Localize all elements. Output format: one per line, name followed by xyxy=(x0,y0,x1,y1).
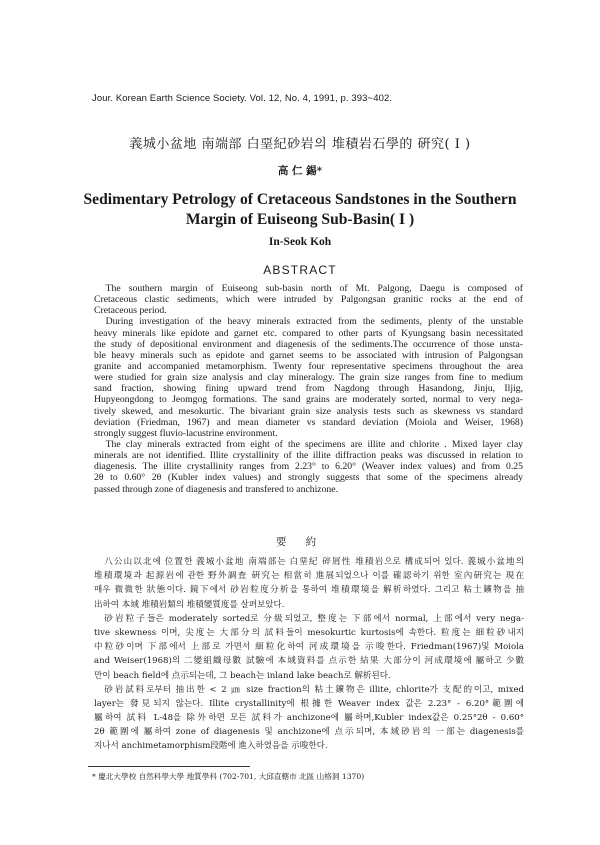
abstract-line: deviation (Friedman, 1967) and mean diameter vs standard deviation (Moiola and Weiser, 1968) xyxy=(94,416,523,428)
korean-author: 高 仁 錫* xyxy=(277,165,323,177)
abstract-line: granite and accompanied metamorphism. Twenty four representative specimens throughout the area xyxy=(94,360,523,372)
abstract-line: were studied for grain size analysis and clay mineralogy. The grain size ranges from fine to medium xyxy=(94,372,523,384)
summary-line: tive skewness 이며, 尖度는 大部分의 試料들이 mesokurtic kurtosis에 속한다. 粒度는 細粒砂내지 xyxy=(94,627,524,638)
summary-heading: 要 約 xyxy=(275,536,325,548)
abstract-line: the study of depositional environment and diagenesis of the sediments.The occurrence of those unsta- xyxy=(94,338,523,350)
abstract-line: Cretaceous clastic sediments, which were intruded by Palgongsan granitic rocks at the end of xyxy=(94,294,523,306)
footnote-divider xyxy=(88,766,250,767)
summary-line: 砂岩試料로부터 抽出한 < 2 ㎛ size fraction의 粘土鑛物은 illite, chlorite가 支配的이고, mixed xyxy=(104,684,524,695)
abstract-line: sand fraction, showing fining upward trend from Nagdong through Hasandong, Jinju, Iljig, xyxy=(94,383,523,395)
abstract-line: minerals are not identified. Illite crystallinity of the illite diffraction peaks was discussed in relation to xyxy=(94,450,523,462)
journal-citation: Jour. Korean Earth Science Society. Vol. 12, No. 4, 1991, p. 393~402. xyxy=(92,93,393,104)
english-author: In-Seok Koh xyxy=(268,236,332,248)
summary-line: 堆積環境과 起源岩에 관한 野外調査 硏究는 相當히 進展되었으나 이를 確認하기 위한 室內硏究는 現在 xyxy=(94,571,524,582)
abstract-line: passed through zone of diagenesis and transfered to anchizone. xyxy=(94,483,338,495)
summary-line: 砂岩粒子들은 moderately sorted로 分級되었고, 整度는 下部에서 normal, 上部에서 very nega- xyxy=(104,613,524,624)
summary-line: 2θ 範圍에 屬하여 zone of diagenesis 및 anchizone에 点示되며, 本域砂岩의 一部는 diagenesis를 xyxy=(94,727,524,738)
summary-line: 八公山以北에 位置한 義城小盆地 南端部는 白堊紀 碎屑性 堆積岩으로 構成되어 있다. 義城小盆地의 xyxy=(104,557,524,567)
abstract-line: The southern margin of Euiseong sub-basin north of Mt. Palgong, Daegu is composed of xyxy=(105,283,523,294)
english-title xyxy=(60,190,540,230)
abstract-line: ble heavy minerals such as epidote and garnet seems to be associated with intrusion of Palgongsan xyxy=(94,349,523,361)
abstract-line: The clay minerals extracted from eight of the specimens are illite and chlorite . Mixed layer clay xyxy=(105,438,523,450)
abstract-line: 2θ to 0.60° 2θ (Kubler index values) and strongly suggests that some of the specimens already xyxy=(94,472,523,484)
summary-line: 屬하여 試料 L-48을 除外하면 모든 試料가 anchizone에 屬하며,Kubler index값은 0.25°2θ - 0.60° xyxy=(94,713,524,724)
abstract-heading: ABSTRACT xyxy=(263,263,337,277)
english-title-line-1: Sedimentary Petrology of Cretaceous Sandstones in the Southern xyxy=(83,191,517,208)
korean-title: 義城小盆地 南端部 白堊紀砂岩의 堆積岩石學的 硏究( Ⅰ ) xyxy=(129,137,471,152)
summary-line: 出하여 本域 堆積岩類의 堆積變質度를 살펴보았다. xyxy=(94,599,285,610)
summary-line: 만이 beach field에 点示되는데, 그 beach는 inland lake beach로 解析된다. xyxy=(94,670,391,681)
abstract-line: During investigation of the heavy minerals extracted from the sediments, plenty of the unstable xyxy=(105,316,523,328)
summary-line: layer는 發見되지 않는다. Illite crystallinity에 根據한 Weaver index 값은 2.23° - 6.20°範圍에 xyxy=(94,698,524,709)
abstract-line: heavy minerals like epidote and garnet etc. compared to other parts of Kyungsang basin necessitated xyxy=(94,327,523,339)
summary-line: 매우 微微한 狀態이다. 鏡下에서 砂岩粒度分析을 통하여 堆積環境을 解析하였다. 그리고 粘土鑛物을 抽 xyxy=(94,585,524,596)
abstract-line: Cretaceous period. xyxy=(94,305,167,317)
summary-line: 中粒砂이며 下部에서 上部로 가면서 細粒化하여 河成環境을 示唆한다. Friedman(1967)및 Moiola xyxy=(94,642,524,653)
summary-line: 지나서 anchimetamorphism段階에 進入하였음을 示唆한다. xyxy=(94,741,328,752)
korean-summary-body xyxy=(94,555,524,754)
abstract-line: Hupyeongdong to Jeomgog formations. The sand grains are moderately sorted, normal to very nega- xyxy=(94,394,523,406)
abstract-line: tively skewed, and mesokurtic. The bivariant grain size analysis tests such as skewness vs standard xyxy=(94,405,523,417)
english-title-line-2: Margin of Euiseong Sub-Basin( I ) xyxy=(185,211,415,228)
abstract-line: diagenesis. The illite crystallinity ranges from 2.23° to 6.20° (Weaver index values) and from 0.25 xyxy=(94,461,523,473)
abstract-line: strongly suggest fluvio-lacustrine environment. xyxy=(94,427,278,439)
affiliation-footnote: * 慶北大學校 自然科學大學 地質學科 (702-701, 大邱直轄市 北區 山格洞 1370) xyxy=(92,772,365,781)
summary-line: and Weiser(1968)의 二變組織母數 試驗에 本域資料를 点示한 結果 大部分이 河成環境에 屬하고 少數 xyxy=(94,656,524,667)
abstract-body xyxy=(94,283,523,495)
